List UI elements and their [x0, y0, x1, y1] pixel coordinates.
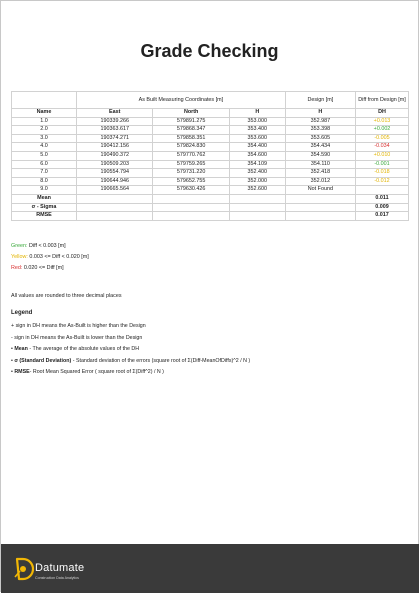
summary-value: 0.009 [356, 203, 409, 212]
cell-north: 579868.347 [153, 126, 229, 135]
summary-row [12, 194, 409, 203]
summary-label: Mean [12, 194, 77, 203]
table-row [12, 117, 409, 126]
table-row [12, 169, 409, 178]
threshold-green [11, 242, 89, 253]
summary-empty-cell [153, 203, 229, 212]
cell-north: 579652.755 [153, 177, 229, 186]
summary-empty-cell [153, 212, 229, 221]
summary-row [12, 203, 409, 212]
cell-east: 190554.794 [77, 169, 153, 178]
cell-dh: -0.018 [356, 169, 409, 178]
legend-item [11, 368, 250, 380]
legend-item-text: - sign in DH means the As-Built is lower than the Design [11, 334, 143, 341]
summary-empty-cell [285, 212, 355, 221]
footer-tagline: Construction Data Analytics [35, 576, 79, 580]
col-header-h: H [229, 109, 285, 118]
cell-east: 190339.266 [77, 117, 153, 126]
cell-name: 5.0 [12, 151, 77, 160]
cell-east: 190665.564 [77, 186, 153, 195]
cell-north: 579824.830 [153, 143, 229, 152]
cell-design-h: Not Found [285, 186, 355, 195]
cell-dh [356, 186, 409, 195]
cell-north: 579759.265 [153, 160, 229, 169]
table-row [12, 134, 409, 143]
cell-name: 9.0 [12, 186, 77, 195]
col-header-east: East [77, 109, 153, 118]
cell-dh: -0.034 [356, 143, 409, 152]
threshold-red-text: 0.020 <= Diff [m] [22, 265, 64, 271]
cell-design-h: 352.987 [285, 117, 355, 126]
group-header-asbuilt: As Built Measuring Coordinates [m] [77, 92, 286, 109]
legend-item [11, 334, 250, 346]
summary-empty-cell [229, 194, 285, 203]
grade-table [11, 91, 409, 221]
cell-north: 579891.275 [153, 117, 229, 126]
cell-north: 579731.220 [153, 169, 229, 178]
legend-bullet: • [11, 357, 15, 364]
legend-item [11, 345, 250, 357]
threshold-red [11, 264, 89, 275]
legend-item-term: Mean [14, 346, 28, 352]
table-row [12, 160, 409, 169]
legend-title: Legend [11, 310, 33, 316]
cell-name: 1.0 [12, 117, 77, 126]
cell-dh: -0.005 [356, 134, 409, 143]
cell-h: 354.600 [229, 151, 285, 160]
legend-item [11, 322, 250, 334]
table-row [12, 151, 409, 160]
threshold-yellow-label: Yellow: [11, 254, 28, 260]
table-column-header-row [12, 109, 409, 118]
summary-row [12, 212, 409, 221]
summary-label: RMSE [12, 212, 77, 221]
threshold-yellow [11, 253, 89, 264]
cell-north: 579858.351 [153, 134, 229, 143]
cell-name: 7.0 [12, 169, 77, 178]
cell-name: 2.0 [12, 126, 77, 135]
threshold-legend [11, 242, 89, 275]
legend-item-text: - The average of the absolute values of the DH [27, 346, 140, 352]
datumate-logo-icon [13, 557, 35, 581]
page-title: Grade Checking [140, 41, 279, 61]
cell-north: 579770.762 [153, 151, 229, 160]
footer-brand: Datumate [35, 562, 85, 574]
col-header-design-h: H [285, 109, 355, 118]
legend-bullet: • [11, 346, 15, 352]
group-header-design: Design [m] [285, 92, 355, 109]
legend-item-term: σ (Standard Deviation) [14, 357, 72, 364]
cell-dh: -0.012 [356, 177, 409, 186]
cell-dh: -0.001 [356, 160, 409, 169]
threshold-green-text: Diff < 0.003 [m] [27, 243, 66, 249]
rounding-note: All values are rounded to three decimal places [11, 293, 122, 299]
cell-design-h: 352.418 [285, 169, 355, 178]
cell-dh: +0.010 [356, 151, 409, 160]
col-header-name: Name [12, 109, 77, 118]
cell-dh: +0.002 [356, 126, 409, 135]
summary-empty-cell [229, 212, 285, 221]
cell-name: 4.0 [12, 143, 77, 152]
cell-design-h: 354.434 [285, 143, 355, 152]
col-header-dh: DH [356, 109, 409, 118]
summary-empty-cell [77, 194, 153, 203]
summary-empty-cell [77, 212, 153, 221]
cell-north: 579630.426 [153, 186, 229, 195]
summary-empty-cell [77, 203, 153, 212]
threshold-yellow-text: 0.003 <= Diff < 0.020 [m] [27, 254, 89, 260]
group-header-empty [12, 92, 77, 109]
cell-east: 190644.946 [77, 177, 153, 186]
summary-empty-cell [229, 203, 285, 212]
legend-list [11, 322, 250, 380]
cell-design-h: 353.398 [285, 126, 355, 135]
summary-empty-cell [285, 194, 355, 203]
footer-bar [1, 544, 419, 593]
summary-empty-cell [285, 203, 355, 212]
table-group-header-row [12, 92, 409, 109]
cell-h: 354.109 [229, 160, 285, 169]
cell-h: 352.000 [229, 177, 285, 186]
cell-design-h: 354.110 [285, 160, 355, 169]
cell-h: 353.600 [229, 134, 285, 143]
summary-empty-cell [153, 194, 229, 203]
threshold-red-label: Red: [11, 265, 23, 271]
cell-design-h: 354.590 [285, 151, 355, 160]
cell-h: 352.400 [229, 169, 285, 178]
cell-name: 6.0 [12, 160, 77, 169]
summary-label: σ - Sigma [12, 203, 77, 212]
legend-item-text: - Standard deviation of the errors (square root of Σ(Diff-MeanOfDiffs)^2 / N ) [71, 357, 251, 364]
cell-east: 190363.617 [77, 126, 153, 135]
summary-value: 0.017 [356, 212, 409, 221]
group-header-diff: Diff from Design [m] [356, 92, 409, 109]
table-row [12, 177, 409, 186]
table-row [12, 126, 409, 135]
legend-bullet: • [11, 369, 15, 375]
cell-name: 3.0 [12, 134, 77, 143]
cell-h: 354.400 [229, 143, 285, 152]
table-row [12, 143, 409, 152]
legend-item-term: RMSE [14, 369, 30, 375]
threshold-green-label: Green: [11, 243, 28, 249]
cell-design-h: 353.605 [285, 134, 355, 143]
legend-item-text: - Root Mean Squared Error ( square root of Σ(Diff^2) / N ) [29, 369, 164, 375]
cell-h: 353.400 [229, 126, 285, 135]
cell-east: 190509.203 [77, 160, 153, 169]
cell-east: 190490.372 [77, 151, 153, 160]
col-header-north: North [153, 109, 229, 118]
table-row [12, 186, 409, 195]
cell-h: 353.000 [229, 117, 285, 126]
cell-h: 352.600 [229, 186, 285, 195]
cell-east: 190412.156 [77, 143, 153, 152]
cell-dh: +0.013 [356, 117, 409, 126]
cell-design-h: 352.012 [285, 177, 355, 186]
legend-item-text: + sign in DH means the As-Built is higher than the Design [11, 323, 146, 329]
legend-item [11, 357, 250, 369]
cell-name: 8.0 [12, 177, 77, 186]
cell-east: 190374.271 [77, 134, 153, 143]
summary-value: 0.011 [356, 194, 409, 203]
